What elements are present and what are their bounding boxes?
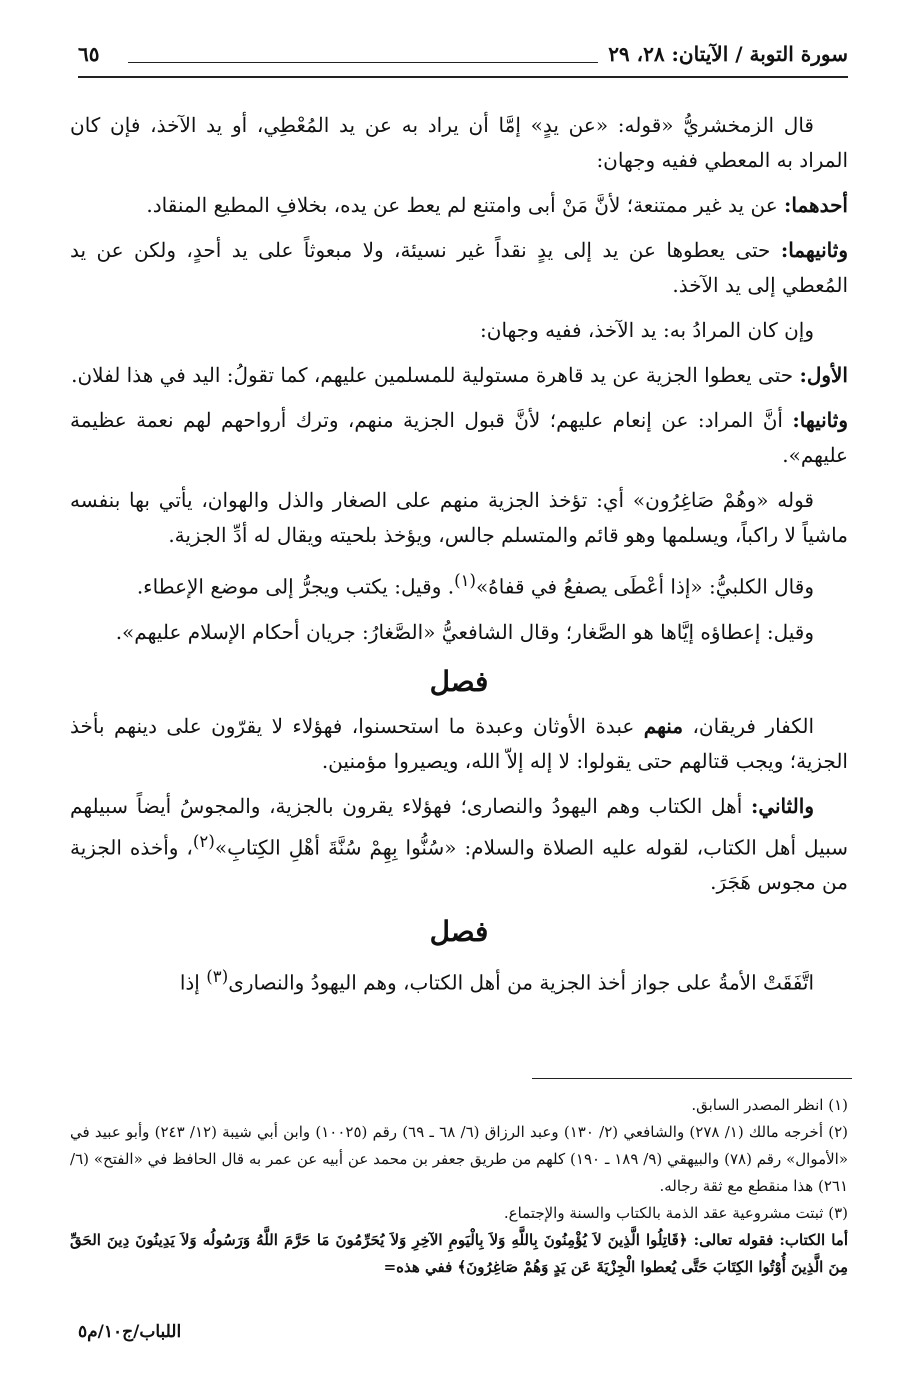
label-second-group: والثاني:: [750, 793, 814, 818]
footnote-ref-2: (٢): [192, 831, 215, 851]
section-heading-2: فصل: [429, 915, 489, 949]
paragraph-11-text-a: أهل الكتاب وهم اليهودُ والنصارى؛ فهؤلاء يقرون بالجزية، والمجوسُ أيضاً سبيلهم سبيل أهل الكتاب، لقوله عليه الصلاة والسلام: «سُنُّوا بِهِمْ سُنَّةَ أهْلِ الكِتابِ»: [70, 793, 848, 860]
paragraph-12-text-a: اتَّفَقَتْ الأمةُ على جواز أخذ الجزية من أهل الكتاب، وهم اليهودُ والنصارى: [228, 970, 814, 995]
paragraph-10-text-a: الكفار فريقان،: [683, 713, 814, 738]
paragraph-11-text-b: ، وأخذه الجزية من مجوس هَجَرَ.: [70, 835, 848, 895]
label-second: وثانيهما:: [780, 238, 848, 262]
paragraph-9: وقيل: إعطاؤه إيَّاها هو الصَّغار؛ وقال الشافعيُّ «الصَّغارُ: جريان أحكام الإسلام عليهم».: [115, 619, 814, 644]
running-header: [78, 40, 848, 80]
header-title: سورة التوبة / الآيتان: ٢٨، ٢٩: [608, 42, 848, 66]
label-second-alt: وثانيها:: [792, 408, 848, 432]
footnote-divider: [532, 1078, 852, 1079]
paragraph-11: [70, 789, 848, 901]
paragraph-2-text: عن يد غير ممتنعة؛ لأنَّ مَنْ أبى وامتنع لم يعط عن يده، بخلافِ المطيع المنقاد.: [146, 193, 784, 217]
footnotes: [70, 1092, 848, 1281]
paragraph-5-text: حتى يعطوا الجزية عن يد قاهرة مستولية للمسلمين عليهم، كما تقولُ: اليد في هذا لفلان.: [71, 363, 800, 387]
paragraph-8-text-a: وقال الكلبيُّ: «إذا أعْطَى يصفعُ في قفاهُ»: [476, 574, 814, 599]
paragraph-8-text-b: . وقيل: يكتب ويجرُّ إلى موضع الإعطاء.: [136, 574, 455, 599]
footnote-1: (١) انظر المصدر السابق.: [691, 1096, 848, 1114]
paragraph-7: قوله «وهُمْ صَاغِرُون» أي: تؤخذ الجزية منهم على الصغار والذل والهوان، يأتي بها بنفسه ماشياً لا راكباً، ويسلمها وهو قائم والمتسلم جالس، ويؤخذ بلحيته ويقال له أدِّ الجزية.: [70, 488, 848, 547]
bold-minhum: منهم: [643, 713, 684, 738]
paragraph-10-text-b: عبدة الأوثان وعبدة ما استحسنوا، فهؤلاء لا يقرّون على دينهم بأخذ الجزية؛ ويجب قتالهم حتى يقولوا: لا إله إلاّ الله، ويصيروا مؤمنين.: [70, 713, 848, 773]
paragraph-5: [70, 358, 848, 393]
footnote-ref-3: (٣): [206, 967, 229, 987]
footnote-ref-1: (١): [454, 571, 477, 590]
signature-mark: اللباب/ج١٠/م٥: [78, 1322, 182, 1342]
paragraph-3-text: حتى يعطوها عن يد إلى يدٍ نقداً غير نسيئة، ولا مبعوثاً على يد أحدٍ، ولكن عن يد المُعطي إلى يد الآخذ.: [70, 238, 848, 297]
footnote-3: (٣) ثبتت مشروعية عقد الذمة بالكتاب والسنة والإجتماع.: [503, 1204, 848, 1222]
footnote-verse: فقوله تعالى: ﴿قَاتِلُوا الَّذِينَ لاَ يُؤْمِنُونَ بِاللَّهِ وَلاَ بِالْيَومِ الآخِرِ وَلاَ يُحَرِّمُونَ مَا حَرَّمَ اللَّهُ وَرَسُولُه وَلاَ يَدِينُونَ دِينَ الحَقِّ مِنَ الَّذِينَ أُوْتُوا الكِتَابَ حَتَّى يُعطوا الْجِزْيَةَ عَن يَدٍ وَهُمْ صَاغِرُونَ﴾ ففي هذه=: [70, 1231, 848, 1276]
paragraph-8: [70, 563, 848, 605]
paragraph-6: [70, 403, 848, 473]
paragraph-3: [70, 233, 848, 303]
paragraph-10: [70, 709, 848, 779]
main-text: [70, 108, 848, 1011]
section-heading-1: فصل: [429, 664, 489, 698]
label-first-alt: الأول:: [799, 363, 848, 387]
label-first: أحدهما:: [783, 193, 848, 217]
page-number: ٦٥: [78, 42, 100, 66]
paragraph-12: [70, 959, 848, 1001]
footnote-3-continued: [70, 1227, 848, 1281]
footnote-2: (٢) أخرجه مالك (١/ ٢٧٨) والشافعي (٢/ ١٣٠) وعبد الرزاق (٦/ ٦٨ ـ ٦٩) رقم (١٠٠٢٥) وابن أبي شيبة (١٢/ ٢٤٣) وأبو عبيد في «الأموال» رقم (٧٨) والبيهقي (٩/ ١٨٩ ـ ١٩٠) كلهم من طريق جعفر بن محمد عن أبيه عن عمر به قال الحافظ في «الفتح» (٦/ ٢٦١) هذا منقطع مع ثقة رجاله.: [70, 1123, 849, 1195]
paragraph-12-text-b: إذا: [179, 970, 207, 995]
paragraph-1: قال الزمخشريُّ «قوله: «عن يدٍ» إمَّا أن يراد به عن يد المُعْطِي، أو يد الآخذ، فإن كان المراد به المعطي ففيه وجهان:: [70, 113, 848, 172]
header-rule-short: [128, 62, 598, 63]
header-rule: [78, 76, 848, 78]
paragraph-4: وإن كان المرادُ به: يد الآخذ، ففيه وجهان:: [480, 318, 814, 342]
paragraph-2: [70, 188, 848, 223]
footnote-label-book: أما الكتاب:: [779, 1231, 848, 1249]
paragraph-6-text: أنَّ المراد: عن إنعام عليهم؛ لأنَّ قبول الجزية منهم، وترك أرواحهم لهم نعمة عظيمة عليهم».: [70, 408, 848, 467]
